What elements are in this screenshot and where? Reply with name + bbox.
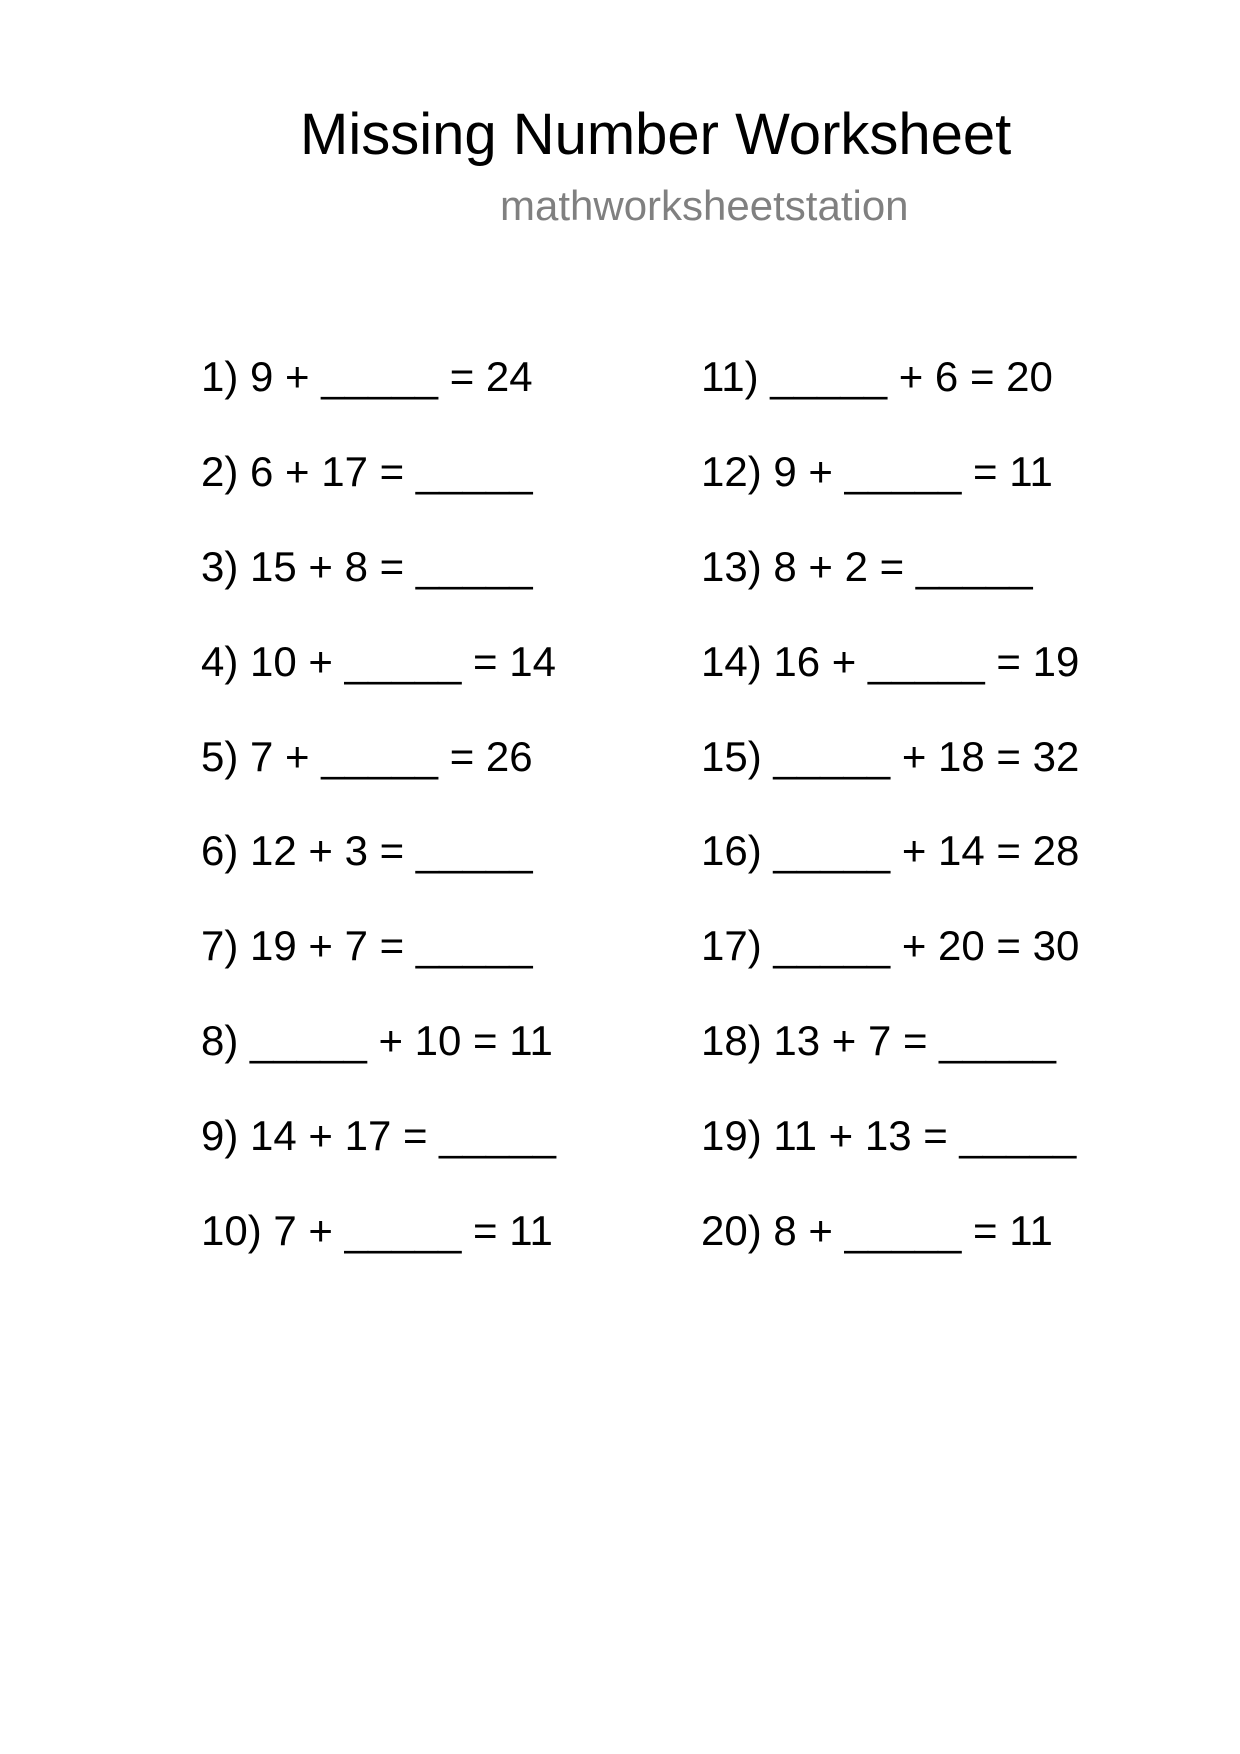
problem-9: 9) 14 + 17 = _____	[201, 1112, 556, 1160]
problem-12: 12) 9 + _____ = 11	[701, 447, 1053, 495]
problem-2: 2) 6 + 17 = _____	[201, 447, 533, 495]
problem-16: 16) _____ + 14 = 28	[701, 827, 1080, 875]
problem-8: 8) _____ + 10 = 11	[201, 1017, 553, 1065]
problem-13: 13) 8 + 2 = _____	[701, 542, 1033, 590]
problem-15: 15) _____ + 18 = 32	[701, 732, 1080, 780]
problem-10: 10) 7 + _____ = 11	[201, 1207, 553, 1255]
problem-3: 3) 15 + 8 = _____	[201, 542, 533, 590]
problem-19: 19) 11 + 13 = _____	[701, 1112, 1077, 1160]
problem-18: 18) 13 + 7 = _____	[701, 1017, 1056, 1065]
worksheet-title: Missing Number Worksheet	[300, 102, 1012, 167]
problem-7: 7) 19 + 7 = _____	[201, 922, 533, 970]
problem-11: 11) _____ + 6 = 20	[701, 353, 1053, 400]
problems-column-right	[701, 353, 1181, 1305]
problem-17: 17) _____ + 20 = 30	[701, 922, 1080, 970]
problem-20: 20) 8 + _____ = 11	[701, 1207, 1053, 1255]
problem-14: 14) 16 + _____ = 19	[701, 637, 1080, 685]
problem-5: 5) 7 + _____ = 26	[201, 732, 533, 780]
worksheet-subtitle: mathworksheetstation	[500, 182, 909, 229]
problems-column-left	[201, 353, 681, 1305]
problem-6: 6) 12 + 3 = _____	[201, 827, 533, 875]
problem-1: 1) 9 + _____ = 24	[201, 353, 533, 400]
problem-4: 4) 10 + _____ = 14	[201, 637, 556, 685]
